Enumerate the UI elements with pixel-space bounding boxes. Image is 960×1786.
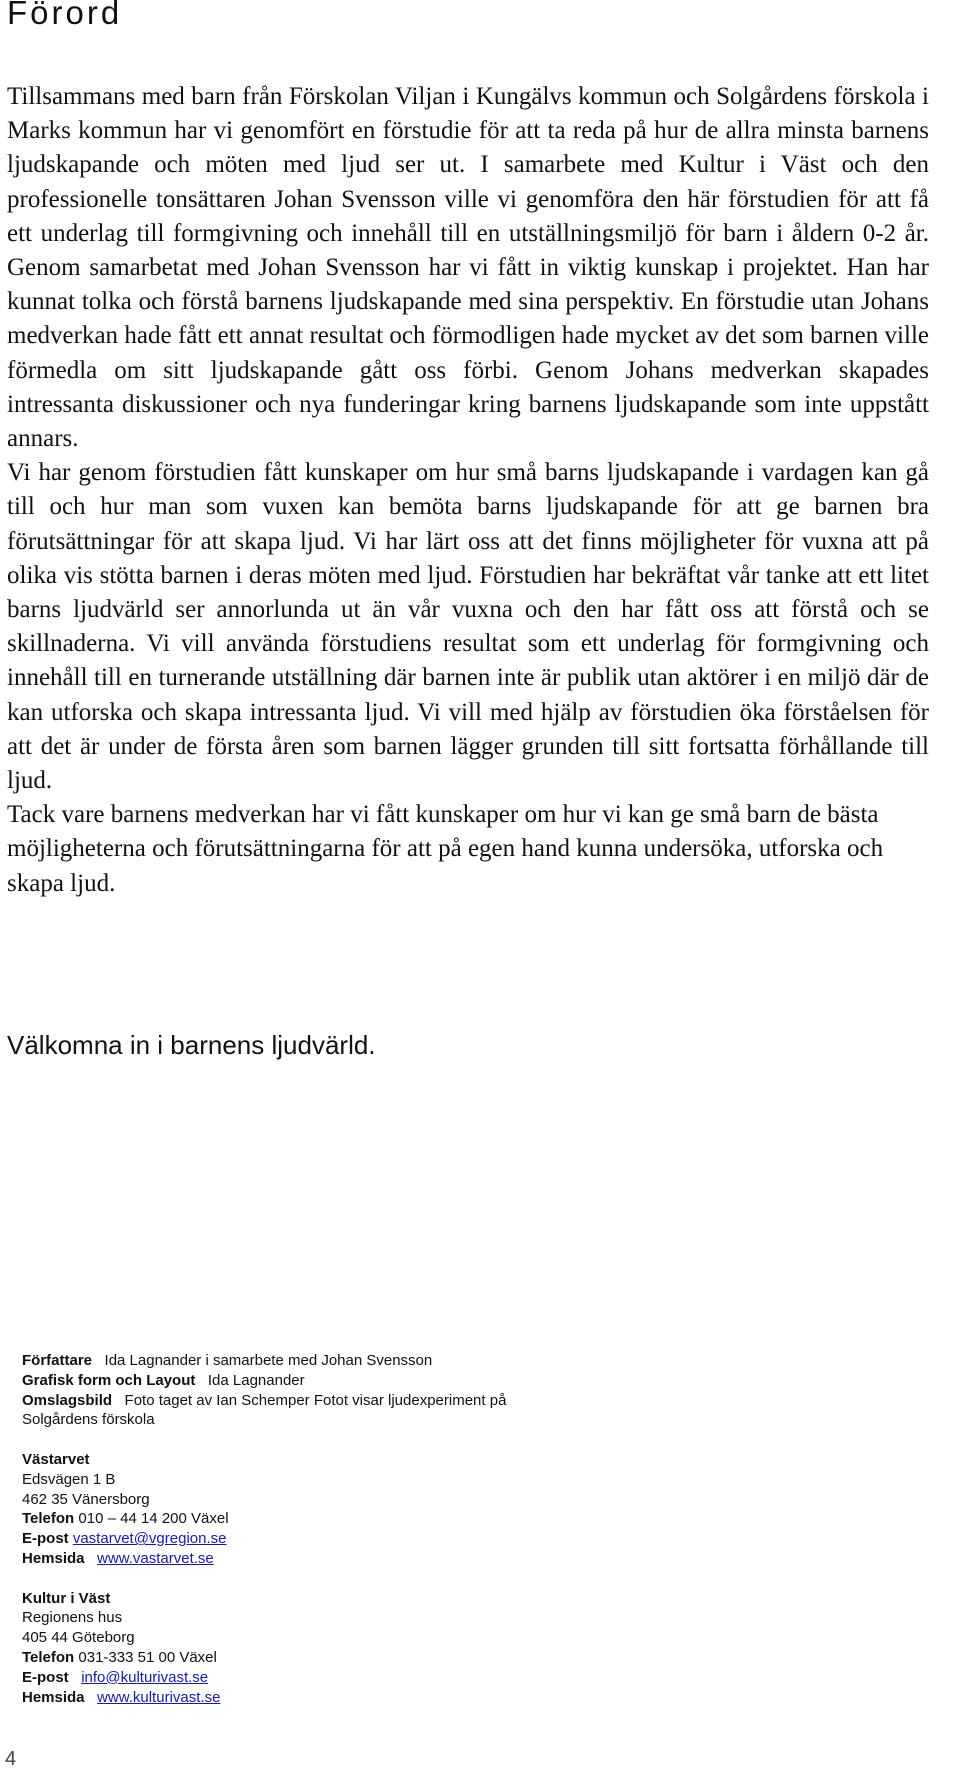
spacer — [22, 1430, 642, 1450]
vastarvet-email — [22, 1529, 642, 1549]
credit-design-label: Grafisk form och Layout — [22, 1371, 196, 1389]
kulturivast-email-link[interactable]: info@kulturivast.se — [81, 1668, 209, 1686]
spacer — [22, 1569, 642, 1589]
kulturivast-web — [22, 1688, 642, 1708]
credit-cover-label: Omslagsbild — [22, 1391, 113, 1409]
kulturivast-phone-label: Telefon — [22, 1648, 75, 1666]
vastarvet-street: Edsvägen 1 B — [22, 1470, 116, 1488]
credit-design — [22, 1371, 642, 1391]
paragraph-2: Vi har genom förstudien fått kunskaper om hur små barns ljudskapande i vardagen kan gå till och hur man som vuxen kan bemöta barns ljudskapande för att ge barnen bra förutsättningar för att skapa ljud. Vi har lärt oss att det finns möjligheter för vuxna att på olika vis stötta barnen i deras möten med ljud. Förstudien har bekräftat vår tanke att ett litet barns ljudvärld ser annorlunda ut än vår vuxna och den har fått oss att förstå och se skillnaderna. Vi vill använda förstudiens resultat som ett underlag för formgivning och innehåll till en turnerande utställning där barnen inte är publik utan aktörer i en miljö där de kan utforska och skapa intressanta ljud. Vi vill med hjälp av förstudien öka förståelsen för att det är under de första åren som barnen lägger grunden till sitt fortsatta förhållande till ljud. — [7, 459, 929, 795]
paragraph-3: Tack vare barnens medverkan har vi fått kunskaper om hur vi kan ge små barn de bästa möjligheterna och förutsättningarna för att på egen hand kunna undersöka, utforska och skapa ljud. — [7, 801, 884, 897]
kulturivast-web-link[interactable]: www.kulturivast.se — [97, 1688, 221, 1706]
kulturivast-email-label: E-post — [22, 1668, 69, 1686]
vastarvet-web-label: Hemsida — [22, 1549, 85, 1567]
credit-cover-value: Foto taget av Ian Schemper Fotot visar ljudexperiment på — [124, 1391, 507, 1409]
vastarvet-name: Västarvet — [22, 1450, 90, 1468]
paragraph-1: Tillsammans med barn från Förskolan Viljan i Kungälvs kommun och Solgårdens förskola i Marks kommun har vi genomfört en förstudie för att ta reda på hur de allra minsta barnens ljudskapande och möten med ljud ser ut. I samarbete med Kultur i Väst och den professionelle tonsättaren Johan Svensson ville vi genomföra den här förstudien för att få ett underlag till formgivning och innehåll till en utställningsmiljö för barn i åldern 0-2 år. Genom samarbetat med Johan Svensson har vi fått in viktig kunskap i projektet. Han har kunnat tolka och förstå barnens ljudskapande med sina perspektiv. En förstudie utan Johans medverkan hade fått ett annat resultat och förmodligen hade mycket av det som barnen ville förmedla om sitt ljudskapande gått oss förbi. Genom Johans medverkan skapades intressanta diskussioner och nya funderingar kring barnens ljudskapande som inte uppstått annars. — [7, 83, 929, 453]
vastarvet-phone-value: 010 – 44 14 200 Växel — [78, 1510, 229, 1528]
foreword-body — [7, 80, 929, 901]
credit-cover — [22, 1391, 642, 1411]
vastarvet-phone-label: Telefon — [22, 1510, 75, 1528]
vastarvet-email-label: E-post — [22, 1530, 69, 1548]
colophon — [22, 1351, 642, 1707]
kulturivast-street: Regionens hus — [22, 1609, 123, 1627]
page-number: 4 — [5, 1748, 17, 1770]
credit-cover-cont: Solgårdens förskola — [22, 1411, 155, 1429]
kulturivast-name: Kultur i Väst — [22, 1589, 111, 1607]
credit-author-label: Författare — [22, 1352, 93, 1369]
kulturivast-phone-value: 031-333 51 00 Växel — [78, 1648, 217, 1666]
kulturivast-postal: 405 44 Göteborg — [22, 1629, 135, 1647]
vastarvet-email-link[interactable]: vastarvet@vgregion.se — [72, 1530, 227, 1548]
page-title: Förord — [7, 0, 123, 31]
kulturivast-email — [22, 1668, 642, 1688]
credit-author-value: Ida Lagnander i samarbete med Johan Svensson — [104, 1352, 433, 1369]
vastarvet-web-link[interactable]: www.vastarvet.se — [97, 1549, 214, 1567]
kulturivast-phone — [22, 1648, 642, 1668]
welcome-text: Välkomna in i barnens ljudvärld. — [7, 1030, 376, 1060]
vastarvet-postal: 462 35 Vänersborg — [22, 1490, 150, 1508]
vastarvet-phone — [22, 1509, 642, 1529]
credit-author — [22, 1351, 642, 1371]
vastarvet-web — [22, 1549, 642, 1569]
credit-design-value: Ida Lagnander — [207, 1371, 305, 1389]
kulturivast-web-label: Hemsida — [22, 1688, 85, 1706]
